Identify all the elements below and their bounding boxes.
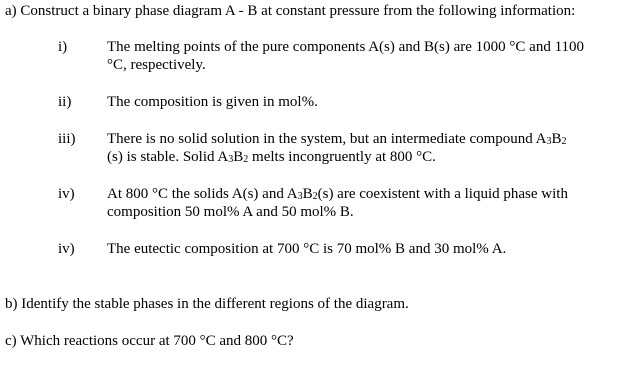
item-4-line-2: composition 50 mol% A and 50 mol% B. (107, 204, 354, 220)
item-5-number: iv) (58, 241, 75, 257)
item-4-number: iv) (58, 186, 75, 202)
item-1-line-2: °C, respectively. (107, 57, 206, 73)
item-1-number: i) (58, 39, 68, 55)
question-c: c) Which reactions occur at 700 °C and 800 °C? (5, 333, 294, 349)
item-5-line-1: The eutectic composition at 700 °C is 70 mol% B and 30 mol% A. (107, 241, 507, 257)
item-3-line-1: There is no solid solution in the system, but an intermediate compound $A_3B_2$ (107, 131, 567, 147)
item-3-line-2: (s) is stable. Solid $A_3B_2$ melts incongruently at 800 °C. (107, 149, 436, 165)
question-a-heading: a) Construct a binary phase diagram A - B at constant pressure from the following information: (5, 3, 576, 19)
item-2-line-1: The composition is given in mol%. (107, 94, 318, 110)
item-1-line-1: The melting points of the pure components A(s) and B(s) are 1000 °C and 1100 (107, 39, 585, 55)
question-b: b) Identify the stable phases in the different regions of the diagram. (5, 296, 409, 312)
item-2-number: ii) (58, 94, 72, 110)
item-3-number: iii) (58, 131, 76, 147)
item-4-line-1: At 800 °C the solids A(s) and $A_3B_2(s)$ are coexistent with a liquid phase with (107, 186, 568, 202)
